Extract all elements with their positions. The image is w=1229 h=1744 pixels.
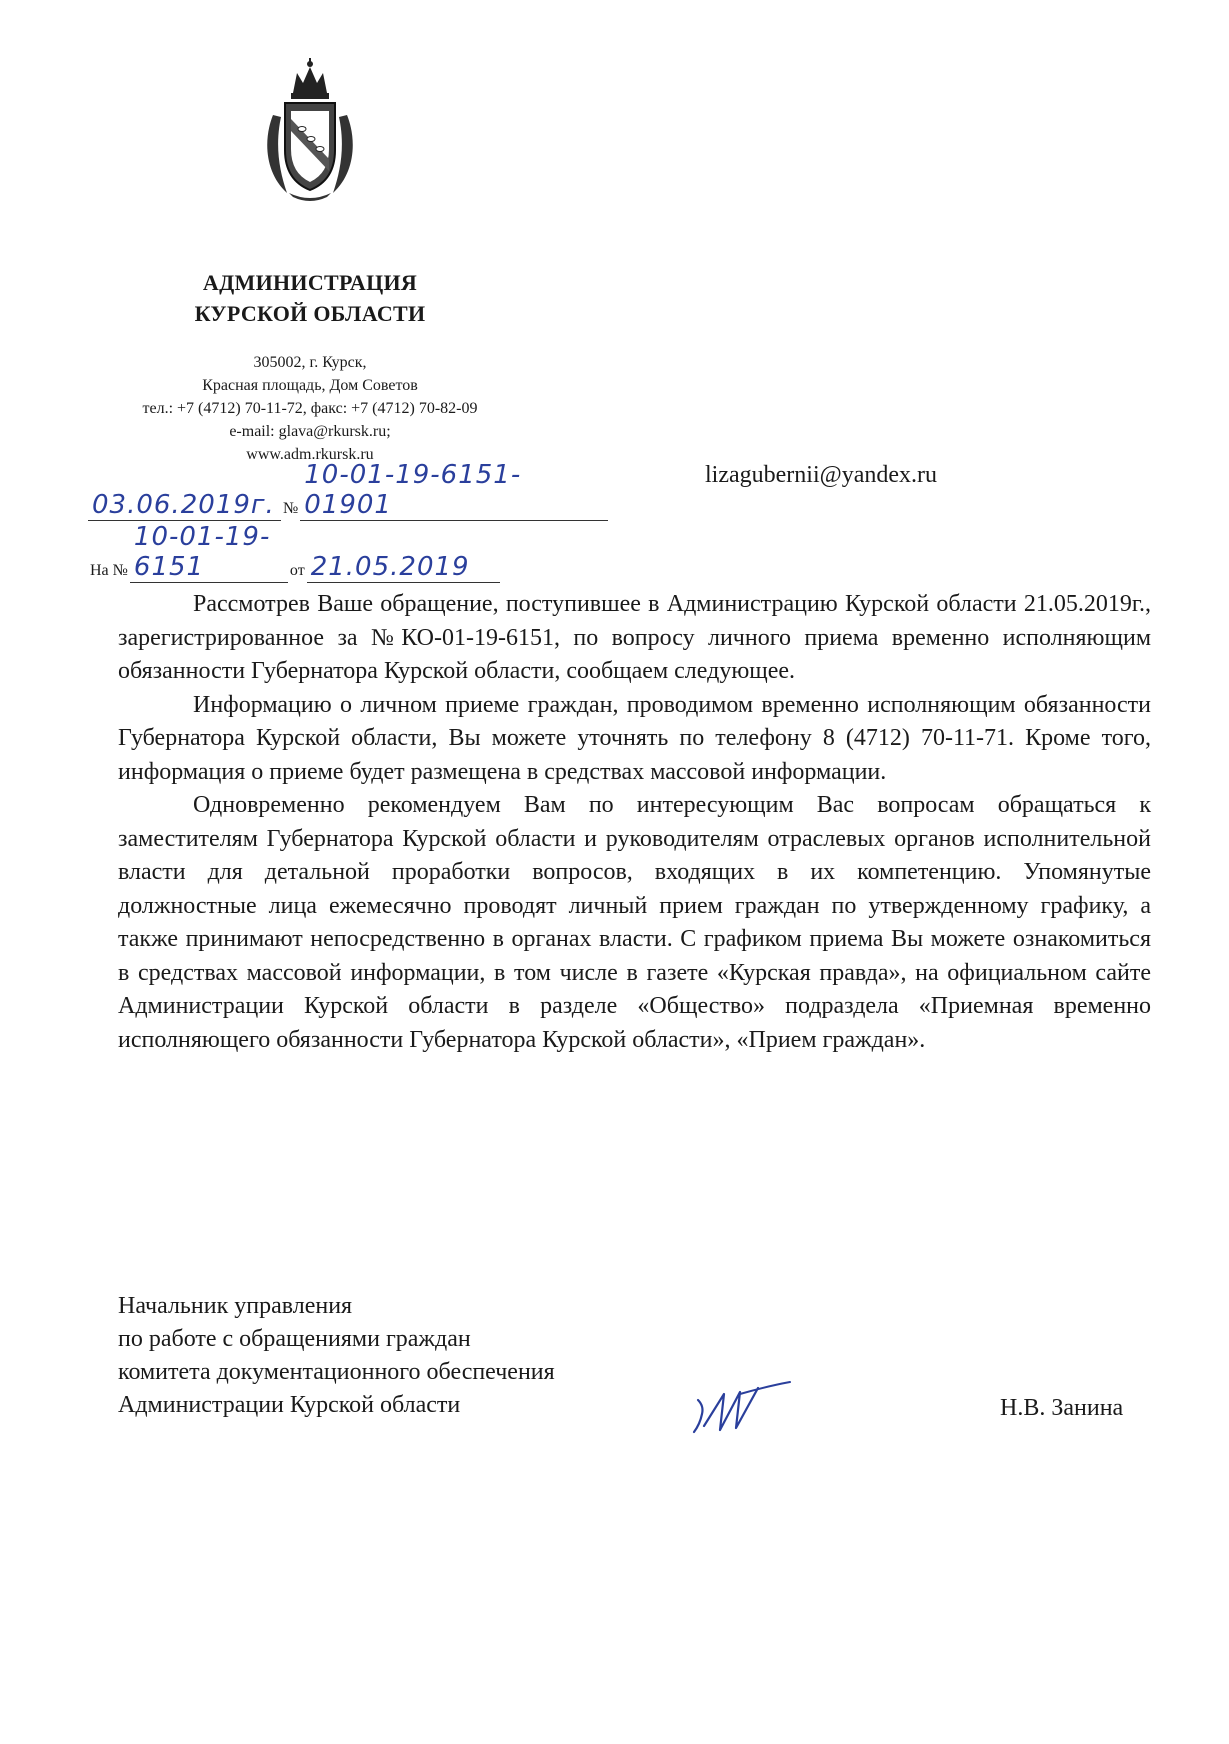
address-line: 305002, г. Курск, <box>253 354 367 371</box>
reply-prefix: На № <box>90 562 128 579</box>
outgoing-number: 10-01-19-6151-01901 <box>300 460 608 521</box>
letterhead <box>80 55 540 466</box>
signatory-name: Н.В. Занина <box>1000 1395 1124 1421</box>
body-paragraph: Одновременно рекомендуем Вам по интересующим Вас вопросам обращаться к заместителям Губернатора Курской области и руководителям отраслевых органов исполнительной власти для детальной проработки вопросов, входящих в их компетенцию. Упомянутые должностные лица ежемесячно проводят личный прием граждан по утвержденному графику, а также принимают непосредственно в органах власти. С графиком приема Вы можете ознакомиться в средствах массовой информации, в том числе в газете «Курская правда», на официальном сайте Администрации Курской области в разделе «Общество» подраздела «Приемная временно исполняющего обязанности Губернатора Курской области», «Прием граждан». <box>118 792 1151 1053</box>
coat-of-arms-icon <box>255 55 365 205</box>
position-line: Начальник управления <box>118 1293 353 1319</box>
phone-fax-line: тел.: +7 (4712) 70-11-72, факс: +7 (4712) 70-82-09 <box>142 400 478 417</box>
email-line: e-mail: glava@rkursk.ru; <box>229 423 391 440</box>
website-line: www.adm.rkursk.ru <box>246 446 374 463</box>
letter-body <box>118 588 1151 1057</box>
org-address <box>80 351 540 466</box>
incoming-date: 21.05.2019 <box>307 552 500 583</box>
incoming-number: 10-01-19-6151 <box>130 522 288 583</box>
org-name-line2: КУРСКОЙ ОБЛАСТИ <box>194 301 426 326</box>
position-line: Администрации Курской области <box>118 1392 461 1418</box>
outgoing-date: 03.06.2019г. <box>88 490 281 521</box>
body-paragraph: Информацию о личном приеме граждан, проводимом временно исполняющим обязанности Губернатора Курской области, Вы можете уточнять по телефону 8 (4712) 70-11-71. Кроме того, информация о приеме будет размещена в средствах массовой информации. <box>118 691 1151 785</box>
body-paragraph: Рассмотрев Ваше обращение, поступившее в Администрацию Курской области 21.05.2019г., зарегистрированное за №КО-01-19-6151, по вопросу личного приема временно исполняющим обязанности Губернатора Курской области, сообщаем следующее. <box>118 591 1151 684</box>
handwritten-signature-icon <box>690 1380 795 1440</box>
from-label: от <box>289 562 305 579</box>
outgoing-registration <box>88 460 608 521</box>
signatory-position <box>118 1290 555 1422</box>
address-line: Красная площадь, Дом Советов <box>202 377 418 394</box>
position-line: комитета документационного обеспечения <box>118 1359 555 1385</box>
org-name-line1: АДМИНИСТРАЦИЯ <box>202 270 418 295</box>
number-label: № <box>283 500 299 517</box>
position-line: по работе с обращениями граждан <box>118 1326 471 1352</box>
recipient-email: lizagubernii@yandex.ru <box>705 462 938 488</box>
organization-name <box>80 267 540 329</box>
incoming-registration <box>88 522 500 583</box>
